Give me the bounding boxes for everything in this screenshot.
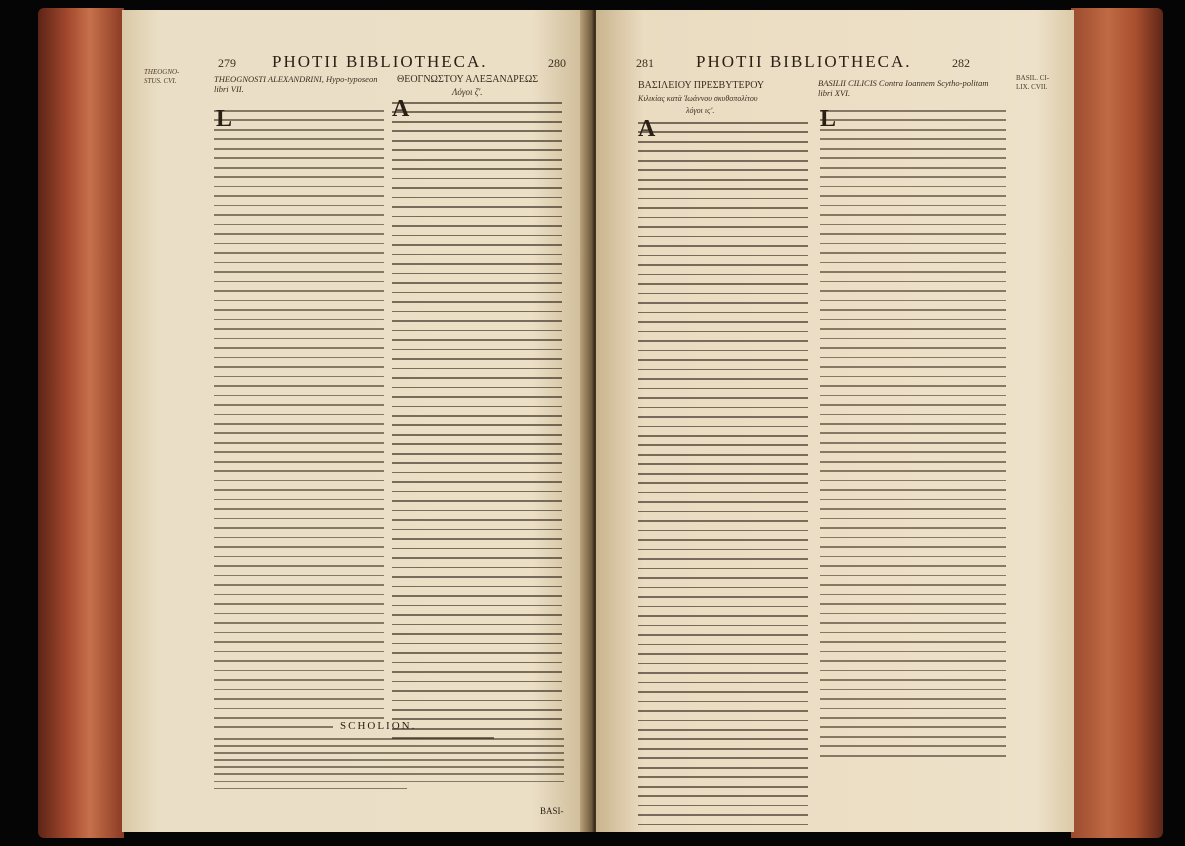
greek-heading: ΒΑΣΙΛΕΙΟΥ ΠΡΕΣΒΥΤΕΡΟΥ [638,80,765,91]
right-page-edges [1071,8,1163,838]
latin-heading: THEOGNOSTI ALEXANDRINI, Hypo-typoseon libri VII. [214,74,378,94]
right-page [596,10,1074,832]
drop-cap: A [638,116,656,142]
greek-heading: ΘΕΟΓΝΩΣΤΟΥ ΑΛΕΞΑΝΔΡΕΩΣ [397,74,539,85]
greek-subheading: Κιλικίας κατὰ Ἰωάννου σκυθοπολίτου [638,94,758,103]
catchword: BASI- [540,806,564,816]
margin-header: BASIL. CI-LIX. CVII. [1016,74,1050,91]
page-number: 279 [218,56,236,70]
latin-column [214,110,384,736]
greek-column [638,122,808,832]
drop-cap: L [820,106,837,132]
drop-cap: L [216,106,233,132]
margin-header: THEOGNO-STUS. CVI. [144,68,180,85]
scholion-title: SCHOLION. [340,720,417,732]
running-title: PHOTII BIBLIOTHECA. [696,52,912,71]
greek-subheading: Λόγοι ζ'. [452,87,483,97]
scholion-text [214,738,564,795]
latin-column [820,110,1006,764]
drop-cap: A [392,96,410,122]
page-number: 281 [636,56,654,70]
page-number: 280 [548,56,566,70]
greek-column [392,102,562,747]
page-number: 282 [952,56,970,70]
latin-heading: BASILII CILICIS Contra Ioannem Scytho-politam libri XVI. [818,78,989,98]
left-page [122,10,588,832]
running-title: PHOTII BIBLIOTHECA. [272,52,488,71]
greek-subheading-2: λόγοι ιϛ'. [686,106,715,115]
left-page-edges [38,8,124,838]
